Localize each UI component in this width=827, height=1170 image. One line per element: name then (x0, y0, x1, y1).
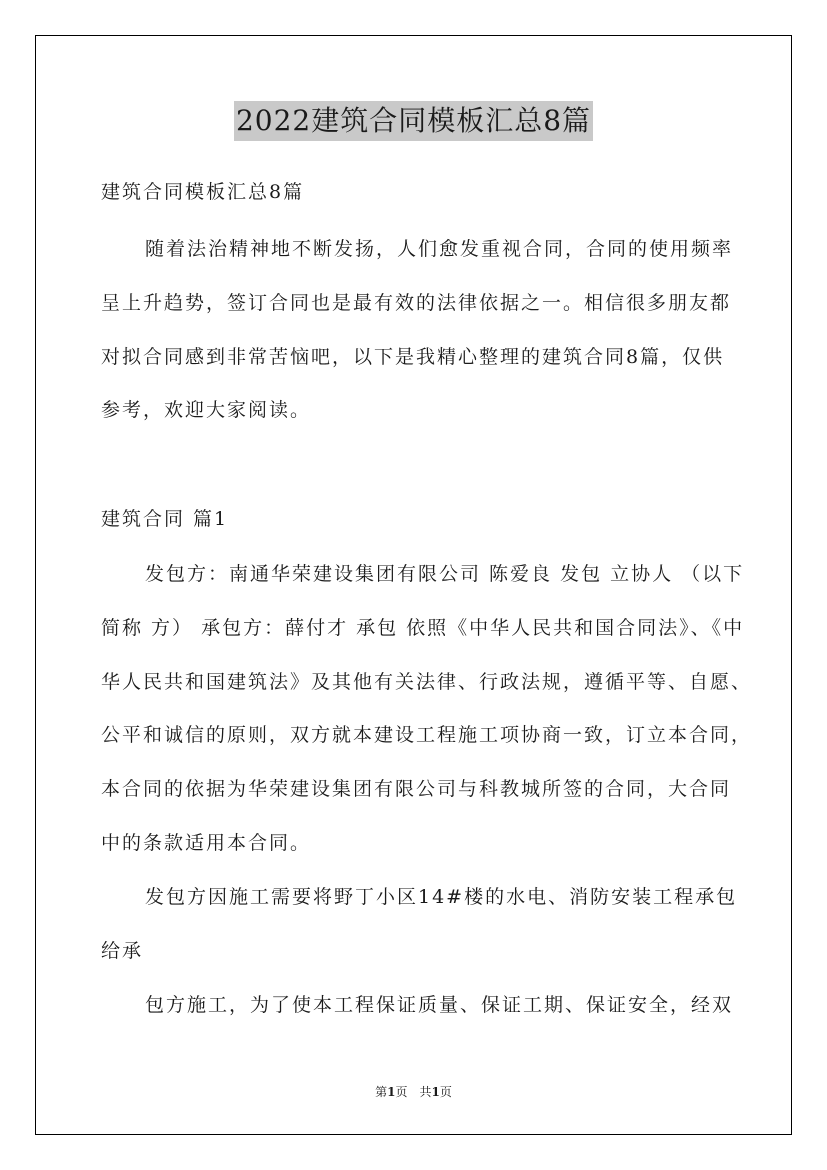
document-subtitle: 建筑合同模板汇总8篇 (101, 181, 305, 203)
intro-line-4: 参考，欢迎大家阅读。 (101, 399, 312, 421)
footer-page-total: 1 (431, 1085, 440, 1099)
body-line-6: 中的条款适用本合同。 (101, 832, 312, 854)
body-line-2: 简称 方） 承包方：薛付才 承包 依照《中华人民共和国合同法》、《中 (101, 617, 745, 639)
document-title: 2022建筑合同模板汇总8篇 (234, 101, 593, 141)
footer-page-mid: 页 共 (395, 1085, 432, 1099)
intro-line-2: 呈上升趋势，签订合同也是最有效的法律依据之一。相信很多朋友都 (101, 292, 732, 314)
body-line-1: 发包方：南通华荣建设集团有限公司 陈爱良 发包 立协人 （以下 (145, 563, 745, 585)
page-footer (0, 1084, 827, 1100)
title-container (0, 101, 827, 141)
footer-page-number: 1 (387, 1085, 396, 1099)
section-heading: 建筑合同 篇1 (101, 508, 229, 530)
body-line-3: 华人民共和国建筑法》及其他有关法律、行政法规，遵循平等、自愿、 (101, 671, 753, 693)
body-line-9: 包方施工，为了使本工程保证质量、保证工期、保证安全，经双 (145, 994, 734, 1016)
body-line-8: 给承 (101, 940, 144, 962)
body-line-4: 公平和诚信的原则，双方就本建设工程施工项协商一致，订立本合同， (101, 724, 753, 746)
body-line-5: 本合同的依据为华荣建设集团有限公司与科教城所签的合同，大合同 (101, 778, 732, 800)
body-line-7: 发包方因施工需要将野丁小区14#楼的水电、消防安装工程承包 (145, 886, 738, 908)
intro-line-1: 随着法治精神地不断发扬，人们愈发重视合同，合同的使用频率 (145, 238, 734, 260)
footer-page-prefix: 第 (375, 1085, 388, 1099)
footer-page-suffix: 页 (439, 1085, 452, 1099)
intro-line-3: 对拟合同感到非常苦恼吧，以下是我精心整理的建筑合同8篇，仅供 (101, 346, 725, 368)
